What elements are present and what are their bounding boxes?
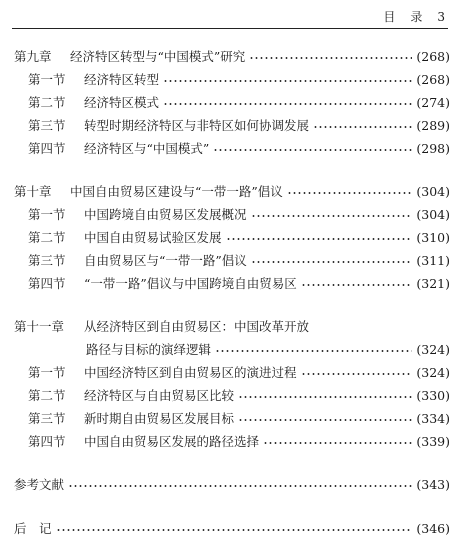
toc-section[interactable] [28, 409, 450, 427]
toc-section[interactable] [28, 93, 450, 111]
dot-leader [238, 396, 412, 398]
dot-leader [287, 192, 413, 194]
dot-leader [226, 238, 413, 240]
toc-chapter-10[interactable] [14, 182, 450, 200]
section-page: (324) [416, 364, 450, 380]
dot-leader [68, 485, 412, 487]
section-page: (334) [416, 410, 450, 426]
section-number: 第二节 [28, 95, 66, 110]
toc-references[interactable] [14, 475, 450, 493]
chapter-number: 第九章 [14, 49, 52, 64]
dot-leader [249, 57, 412, 59]
page-header [12, 6, 448, 29]
dot-leader [263, 442, 412, 444]
section-number: 第四节 [28, 434, 66, 449]
toc-section[interactable] [28, 228, 450, 246]
references-page: (343) [416, 476, 450, 492]
toc-section[interactable] [28, 251, 450, 269]
chapter-number: 第十章 [14, 184, 52, 199]
section-title: 中国跨境自由贸易区发展概况 [84, 207, 247, 222]
chapter-title-line-2: 路径与目标的演绎逻辑 [86, 342, 212, 357]
dot-leader [163, 80, 412, 82]
section-title: 转型时期经济特区与非特区如何协调发展 [84, 118, 310, 133]
running-head-label-a: 目 [383, 10, 397, 24]
section-number: 第三节 [28, 411, 66, 426]
chapter-page: (324) [416, 341, 450, 357]
section-page: (298) [416, 140, 450, 156]
chapter-title: 中国自由贸易区建设与“一带一路”倡议 [70, 184, 283, 199]
section-number: 第三节 [28, 118, 66, 133]
section-title: 中国自由贸易区发展的路径选择 [84, 434, 260, 449]
section-page: (310) [416, 229, 450, 245]
toc-section[interactable] [28, 386, 450, 404]
section-page: (330) [416, 387, 450, 403]
running-head [383, 8, 446, 25]
toc-section[interactable] [28, 432, 450, 450]
section-page: (311) [416, 252, 450, 268]
dot-leader [213, 149, 412, 151]
section-title: “一带一路”倡议与中国跨境自由贸易区 [84, 276, 297, 291]
dot-leader [238, 419, 412, 421]
section-number: 第一节 [28, 365, 66, 380]
chapter-title: 经济特区转型与“中国模式”研究 [70, 49, 246, 64]
toc-section[interactable] [28, 363, 450, 381]
dot-leader [313, 126, 412, 128]
afterword-page: (346) [416, 520, 450, 536]
section-number: 第二节 [28, 388, 66, 403]
section-title: 中国经济特区到自由贸易区的演进过程 [84, 365, 297, 380]
toc-section[interactable] [28, 205, 450, 223]
chapter-title-line-1: 从经济特区到自由贸易区：中国改革开放 [84, 319, 310, 334]
dot-leader [251, 215, 413, 217]
section-title: 经济特区与“中国模式” [84, 141, 210, 156]
toc-section[interactable] [28, 274, 450, 292]
section-number: 第二节 [28, 230, 66, 245]
dot-leader [301, 373, 413, 375]
toc-afterword[interactable] [14, 519, 450, 537]
section-page: (304) [416, 206, 450, 222]
section-number: 第四节 [28, 141, 66, 156]
references-title: 参考文献 [14, 477, 65, 492]
toc-section[interactable] [28, 70, 450, 88]
section-title: 自由贸易区与“一带一路”倡议 [84, 253, 247, 268]
section-title: 中国自由贸易试验区发展 [84, 230, 222, 245]
section-page: (268) [416, 71, 450, 87]
section-page: (339) [416, 433, 450, 449]
toc-chapter-11[interactable] [14, 317, 450, 335]
dot-leader [251, 261, 413, 263]
afterword-title: 后 记 [14, 521, 52, 536]
section-title: 新时期自由贸易区发展目标 [84, 411, 235, 426]
chapter-page: (268) [416, 48, 450, 64]
running-head-label-b: 录 [410, 10, 424, 24]
section-number: 第三节 [28, 253, 66, 268]
section-page: (289) [416, 117, 450, 133]
toc-section[interactable] [28, 139, 450, 157]
toc-chapter-11-continuation[interactable] [86, 340, 450, 358]
section-number: 第一节 [28, 207, 66, 222]
section-page: (274) [416, 94, 450, 110]
toc-section[interactable] [28, 116, 450, 134]
section-number: 第四节 [28, 276, 66, 291]
section-title: 经济特区转型 [84, 72, 160, 87]
dot-leader [301, 284, 413, 286]
page-number: 3 [437, 10, 446, 24]
section-number: 第一节 [28, 72, 66, 87]
dot-leader [215, 350, 412, 352]
dot-leader [163, 103, 412, 105]
chapter-page: (304) [416, 183, 450, 199]
dot-leader [56, 529, 413, 531]
section-title: 经济特区与自由贸易区比较 [84, 388, 235, 403]
toc-chapter-9[interactable] [14, 47, 450, 65]
section-title: 经济特区模式 [84, 95, 160, 110]
chapter-number: 第十一章 [14, 319, 65, 334]
section-page: (321) [416, 275, 450, 291]
